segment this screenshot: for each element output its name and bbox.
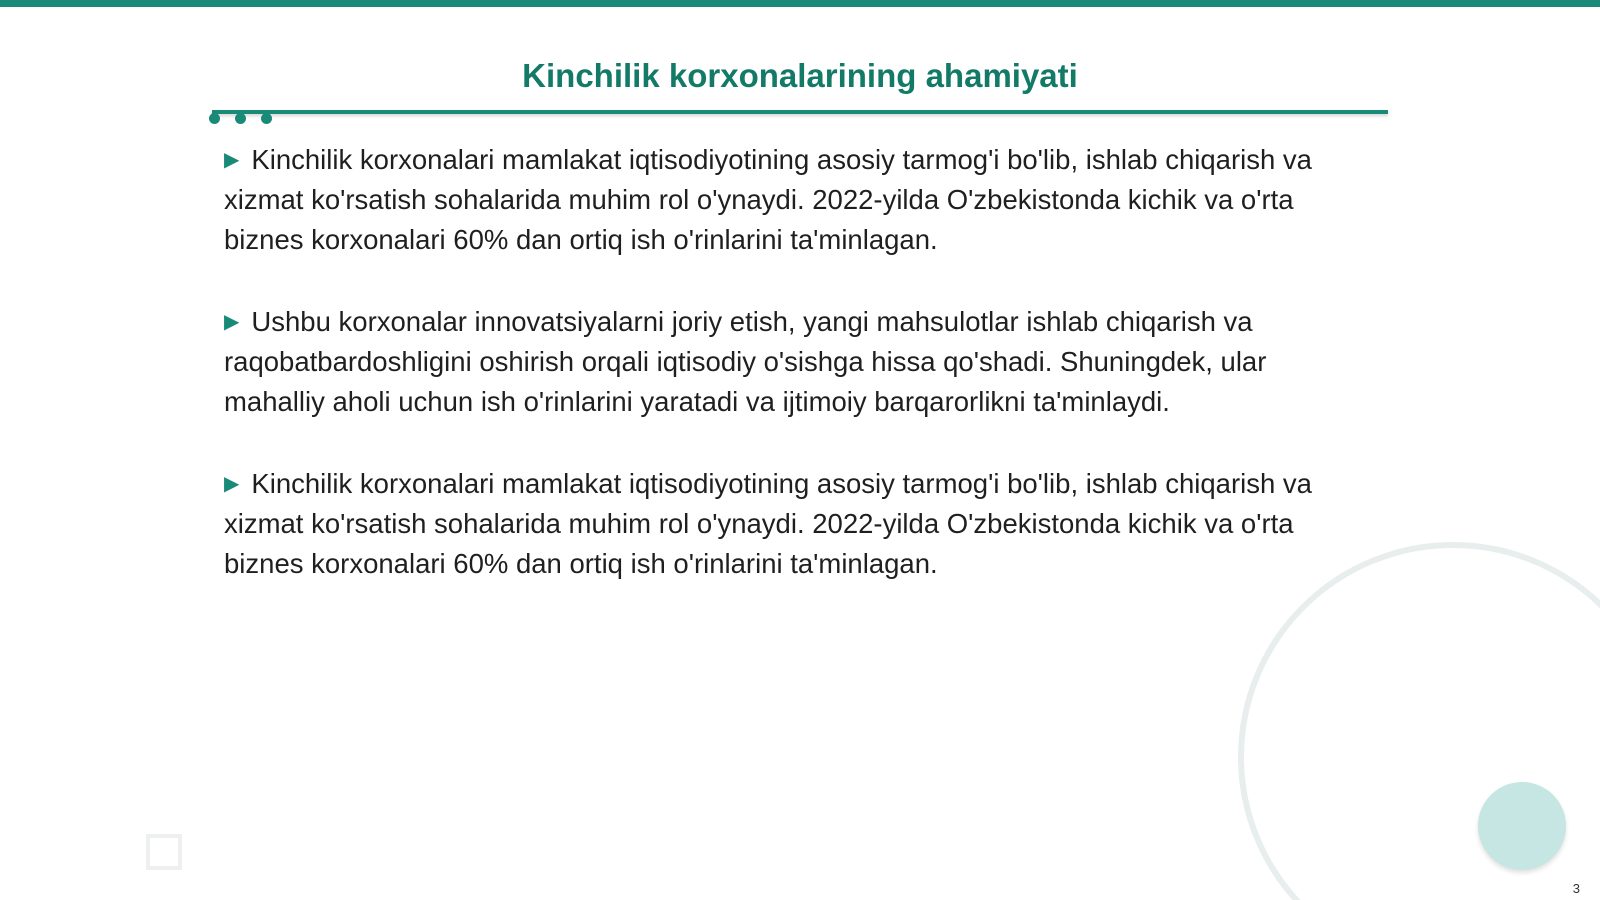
decorative-circle [1478, 782, 1566, 870]
bullet-item [224, 464, 1374, 584]
title-underline [212, 110, 1388, 114]
bullet-list [224, 140, 1374, 626]
bullet-arrow-icon: ▶ [224, 149, 240, 171]
bullet-arrow-icon: ▶ [224, 473, 240, 495]
decorative-square [146, 834, 182, 870]
decorative-dot [209, 113, 220, 124]
bullet-item [224, 302, 1374, 422]
slide-title: Kinchilik korxonalarining ahamiyati [522, 57, 1078, 94]
page-number: 3 [1572, 881, 1580, 896]
bullet-arrow-icon: ▶ [224, 311, 240, 333]
top-accent-bar [0, 0, 1600, 7]
decorative-dot [261, 113, 272, 124]
bullet-text: Kinchilik korxonalari mamlakat iqtisodiyotining asosiy tarmog'i bo'lib, ishlab chiqarish va xizmat ko'rsatish sohalarida muhim rol o'ynaydi. 2022-yilda O'zbekistonda kichik va o'rta biznes korxonalari 60% dan ortiq ish o'rinlarini ta'minlagan. [224, 144, 1312, 255]
bullet-text: Ushbu korxonalar innovatsiyalarni joriy etish, yangi mahsulotlar ishlab chiqarish va raqobatbardoshligini oshirish orqali iqtisodiy o'sishga hissa qo'shadi. Shuningdek, ular mahalliy aholi uchun ish o'rinlarini yaratadi va ijtimoiy barqarorlikni ta'minlaydi. [224, 306, 1267, 417]
decorative-dot [235, 113, 246, 124]
bullet-text: Kinchilik korxonalari mamlakat iqtisodiyotining asosiy tarmog'i bo'lib, ishlab chiqarish va xizmat ko'rsatish sohalarida muhim rol o'ynaydi. 2022-yilda O'zbekistonda kichik va o'rta biznes korxonalari 60% dan ortiq ish o'rinlarini ta'minlagan. [224, 468, 1312, 579]
bullet-item [224, 140, 1374, 260]
